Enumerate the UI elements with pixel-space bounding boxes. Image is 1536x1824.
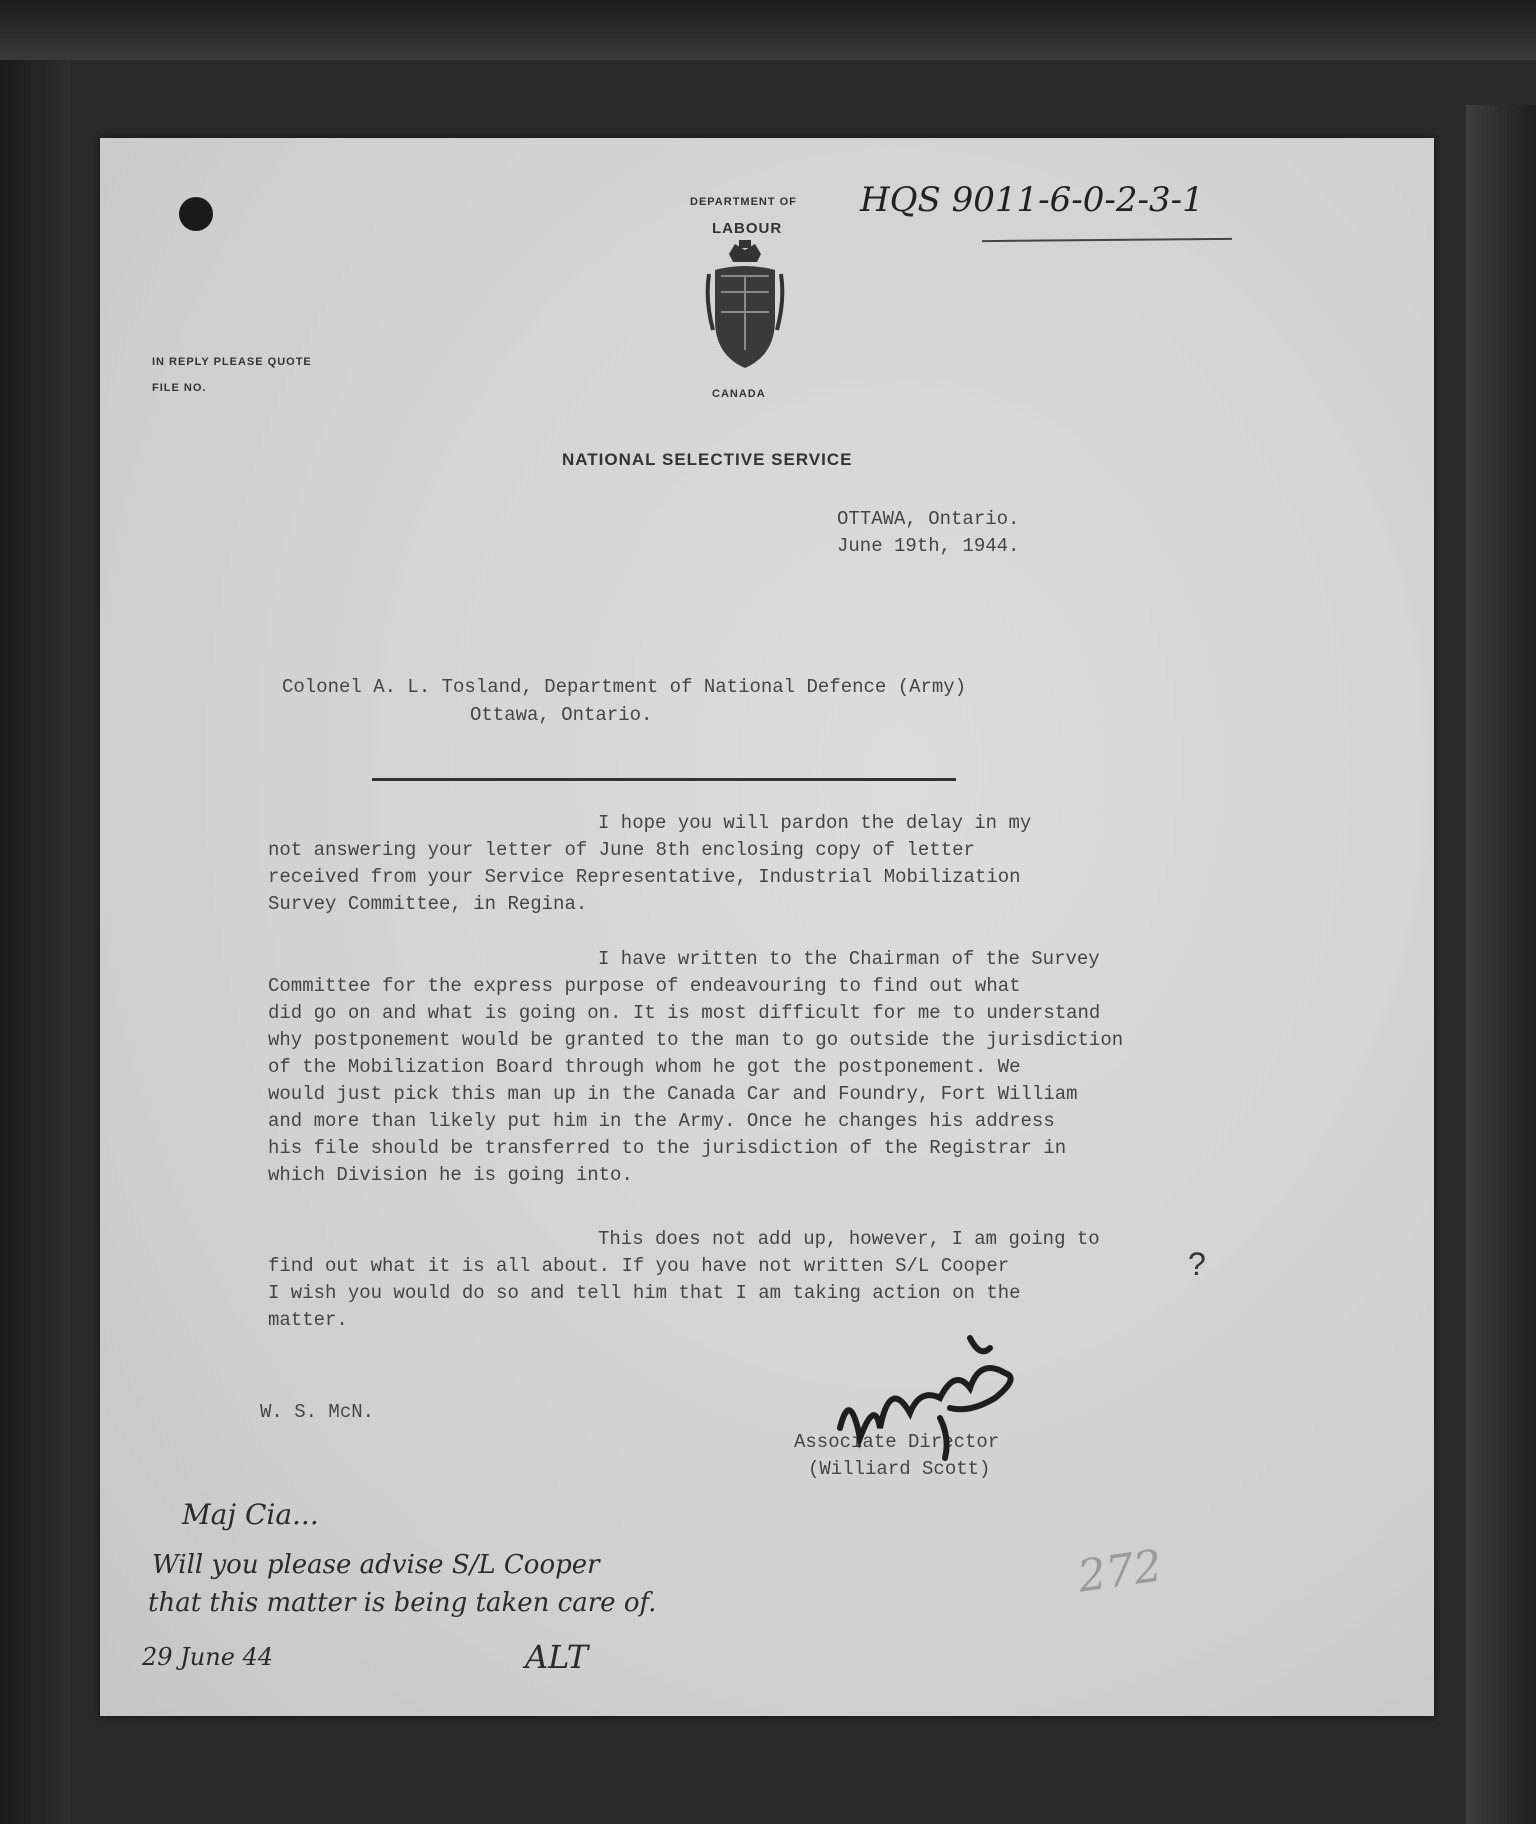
body-line: which Division he is going into.	[268, 1164, 633, 1186]
letterhead-country: CANADA	[712, 388, 766, 400]
handwritten-file-reference: HQS 9011-6-0-2-3-1	[860, 180, 1204, 220]
signatory-name: (Williard Scott)	[808, 1458, 991, 1480]
handwritten-salutation: Maj Cia...	[182, 1498, 319, 1531]
scan-border-top	[0, 0, 1536, 60]
scan-border-right	[1466, 105, 1536, 1824]
handwritten-question-mark: ?	[1188, 1246, 1206, 1282]
body-line: find out what it is all about. If you have not written S/L Cooper	[268, 1255, 1010, 1277]
scan-border-left	[0, 60, 70, 1824]
body-line: This does not add up, however, I am going to	[598, 1228, 1100, 1250]
letter-place: OTTAWA, Ontario.	[837, 508, 1020, 530]
body-line: matter.	[268, 1309, 348, 1331]
letterhead-department-of: DEPARTMENT OF	[690, 196, 797, 208]
body-line: Survey Committee, in Regina.	[268, 893, 588, 915]
body-paragraph-1	[268, 810, 1031, 918]
body-line: and more than likely put him in the Army. Once he changes his address	[268, 1110, 1055, 1132]
signatory-title: Associate Director	[794, 1431, 1000, 1453]
body-line: why postponement would be granted to the man to go outside the jurisdiction	[268, 1029, 1124, 1051]
body-line: Committee for the express purpose of endeavouring to find out what	[268, 975, 1021, 997]
reply-quote-label: IN REPLY PLEASE QUOTE	[152, 356, 312, 368]
punch-hole-icon	[176, 194, 218, 236]
body-line: received from your Service Representative, Industrial Mobilization	[268, 866, 1021, 888]
handwritten-page-number: 272	[1074, 1540, 1166, 1603]
coat-of-arms-icon	[705, 240, 785, 375]
body-line: would just pick this man up in the Canada Car and Foundry, Fort William	[268, 1083, 1078, 1105]
body-line: I hope you will pardon the delay in my	[598, 812, 1032, 834]
address-divider	[372, 778, 956, 781]
file-number-label: FILE NO.	[152, 382, 207, 394]
body-line: of the Mobilization Board through whom he got the postponement. We	[268, 1056, 1021, 1078]
recipient-line-1: Colonel A. L. Tosland, Department of National Defence (Army)	[282, 676, 967, 698]
service-heading: NATIONAL SELECTIVE SERVICE	[562, 450, 853, 469]
letterhead-department: LABOUR	[712, 220, 783, 237]
body-line: not answering your letter of June 8th enclosing copy of letter	[268, 839, 975, 861]
handwritten-note-line-2: that this matter is being taken care of.	[148, 1588, 657, 1618]
typist-initials: W. S. McN.	[260, 1401, 375, 1423]
signature-icon	[820, 1318, 1040, 1468]
file-reference-underline	[982, 238, 1232, 242]
body-line: did go on and what is going on. It is most difficult for me to understand	[268, 1002, 1101, 1024]
body-line: his file should be transferred to the jurisdiction of the Registrar in	[268, 1137, 1067, 1159]
handwritten-note-date: 29 June 44	[142, 1643, 274, 1671]
handwritten-initials: ALT	[525, 1638, 589, 1676]
body-paragraph-2	[268, 946, 1123, 1189]
body-line: I wish you would do so and tell him that I am taking action on the	[268, 1282, 1021, 1304]
body-line: I have written to the Chairman of the Survey	[598, 948, 1100, 970]
letter-date: June 19th, 1944.	[837, 535, 1020, 557]
recipient-line-2: Ottawa, Ontario.	[470, 704, 653, 726]
handwritten-note-line-1: Will you please advise S/L Cooper	[152, 1550, 600, 1580]
letter-page	[100, 138, 1434, 1716]
